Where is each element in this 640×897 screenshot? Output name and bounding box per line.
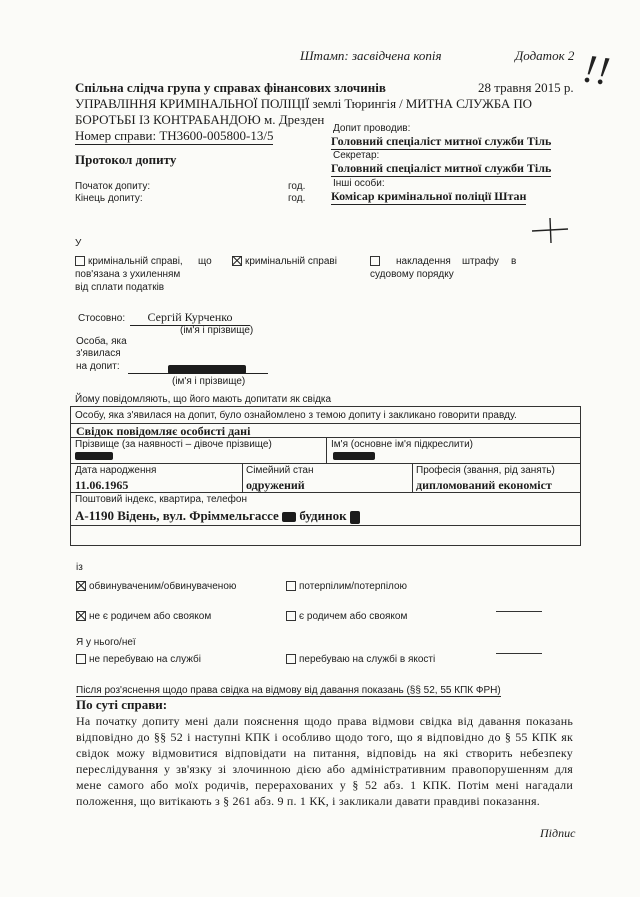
redacted-name — [168, 365, 246, 374]
option-fine-text-2: судовому порядку — [370, 269, 454, 280]
checkbox-unchecked[interactable] — [370, 256, 380, 266]
conducted-label: Допит проводив: — [333, 123, 411, 134]
redacted-surname — [75, 452, 113, 460]
option-fine-word-3: в — [511, 256, 517, 267]
statement-body: На початку допиту мені дали пояснення щодо права відмови свідка від давання показань відповідно до §§ 52 і наступні КПК і особливо щодо того, що я відповідно до § 55 КПК як свідок можу відмовитися відповідати на питання, відповідь на які створить небезпеку переслідування у зв'язку зі злочинною дією або адміністративним правопорушенням для мене самого або моїх родичів, перерахованих у § 52 абз. 1 КПК. Потім мені нагадали положення, що витікають з § 261 абз. 9 п. 1 КК, і закликали давати правдиві показання. — [76, 714, 573, 808]
service-label: Я у нього/неї — [76, 637, 136, 648]
statement-notice: Після роз'яснення щодо права свідка на відмову від давання показань (§§ 52, 55 КПК ФРН) — [76, 685, 501, 696]
appeared-label-3: на допит: — [76, 361, 120, 372]
service-yes[interactable] — [286, 654, 435, 665]
relation-with-label: із — [76, 562, 83, 573]
end-hour-unit: год. — [288, 193, 306, 204]
stamp-note: Штамп: засвідчена копія — [300, 48, 442, 63]
family-label: Сімейний стан — [246, 465, 314, 476]
checkbox-checked[interactable] — [232, 256, 242, 266]
service-not[interactable] — [76, 654, 201, 665]
witness-intro: Особу, яка з'явилася на допит, було ознайомлено з темою допиту і закликано говорити правду. — [75, 410, 517, 421]
appeared-value — [128, 360, 268, 374]
relation-is-relative-text: є родичем або свояком — [299, 611, 408, 622]
regarding-value: Сергій Курченко — [130, 310, 250, 326]
dob-label: Дата народження — [75, 465, 157, 476]
checkbox-unchecked[interactable] — [286, 611, 296, 621]
org-line-1: УПРАВЛІННЯ КРИМІНАЛЬНОЇ ПОЛІЦІЇ землі Тюрингія / МИТНА СЛУЖБА ПО — [75, 96, 532, 111]
relation-accused-text: обвинуваченим/обвинуваченою — [89, 581, 237, 592]
option-tax-word: що — [198, 256, 212, 267]
case-option-criminal[interactable] — [232, 256, 337, 267]
checkbox-unchecked[interactable] — [76, 654, 86, 664]
checkbox-checked[interactable] — [76, 581, 86, 591]
checkbox-unchecked[interactable] — [286, 654, 296, 664]
protocol-title: Протокол допиту — [75, 152, 177, 167]
service-yes-text: перебуваю на службі в якості — [299, 654, 436, 665]
checkbox-unchecked[interactable] — [75, 256, 85, 266]
option-fine-text-1: накладення — [396, 256, 451, 267]
relation-victim-text: потерпілим/потерпілою — [299, 581, 408, 592]
relation-victim[interactable] — [286, 581, 407, 592]
witness-section-title: Свідок повідомляє особисті дані — [76, 424, 251, 438]
case-number: Номер справи: ТН3600-005800-13/5 — [75, 128, 274, 143]
case-option-fine[interactable] — [370, 256, 383, 267]
relation-not-relative[interactable] — [76, 611, 211, 622]
regarding-caption: (ім'я і прізвище) — [180, 325, 254, 336]
signature-label: Підпис — [540, 826, 576, 840]
appeared-label-2: з'явилася — [76, 348, 121, 359]
appeared-caption: (ім'я і прізвище) — [172, 376, 246, 387]
family-value: одружений — [246, 478, 305, 492]
option-tax-text-1: кримінальній справі, — [88, 256, 183, 267]
handwritten-plus-mark — [528, 215, 572, 245]
redacted-number — [350, 511, 360, 524]
address-suffix: будинок — [299, 508, 347, 523]
handwritten-mark: !! — [580, 45, 613, 94]
option-tax-text-3: від сплати податків — [75, 282, 165, 293]
address-label: Поштовий індекс, квартира, телефон — [75, 494, 247, 505]
name-label: Ім'я (основне ім'я підкреслити) — [331, 439, 473, 450]
others-value: Комісар кримінальної поліції Штан — [331, 189, 527, 203]
annex-label: Додаток 2 — [515, 48, 575, 63]
relation-accused[interactable] — [76, 581, 236, 592]
end-label: Кінець допиту: — [75, 193, 143, 204]
option-fine-word-2: штрафу — [462, 256, 499, 267]
secretary-label: Секретар: — [333, 150, 380, 161]
checkbox-checked[interactable] — [76, 611, 86, 621]
profession-label: Професія (звання, рід занять) — [416, 465, 555, 476]
redacted-first-name — [333, 452, 375, 460]
appeared-label-1: Особа, яка — [76, 336, 127, 347]
dob-value: 11.06.1965 — [75, 478, 129, 492]
relation-not-relative-text: не є родичем або свояком — [89, 611, 212, 622]
secretary-value: Головний спеціаліст митної служби Тіль — [331, 161, 552, 175]
service-line — [496, 653, 542, 654]
others-label: Інші особи: — [333, 178, 385, 189]
start-label: Початок допиту: — [75, 181, 151, 192]
org-title: Спільна слідча група у справах фінансових злочинів — [75, 80, 386, 95]
relative-line — [496, 611, 542, 612]
option-tax-text-2: пов'язана з ухиленням — [75, 269, 181, 280]
case-in-label: У — [75, 238, 82, 249]
document-date: 28 травня 2015 р. — [478, 80, 574, 95]
statement-title: По суті справи: — [76, 697, 168, 712]
service-not-text: не перебуваю на службі — [89, 654, 201, 665]
address-value — [75, 508, 360, 524]
redacted-house — [282, 512, 296, 522]
conducted-value: Головний спеціаліст митної служби Тіль — [331, 134, 552, 148]
surname-label: Прізвище (за наявності – дівоче прізвище) — [75, 439, 272, 450]
profession-value: дипломований економіст — [416, 478, 552, 492]
witness-notice: Йому повідомляють, що його мають допитати як свідка — [75, 394, 332, 405]
start-hour-unit: год. — [288, 181, 306, 192]
relation-is-relative[interactable] — [286, 611, 407, 622]
checkbox-unchecked[interactable] — [286, 581, 296, 591]
regarding-label: Стосовно: — [78, 313, 126, 324]
case-option-tax[interactable] — [75, 256, 183, 267]
org-line-2: БОРОТЬБІ ІЗ КОНТРАБАНДОЮ м. Дрезден — [75, 112, 325, 127]
option-criminal-text: кримінальній справі — [245, 256, 337, 267]
address-street: А-1190 Відень, вул. Фріммельгассе — [75, 508, 279, 523]
